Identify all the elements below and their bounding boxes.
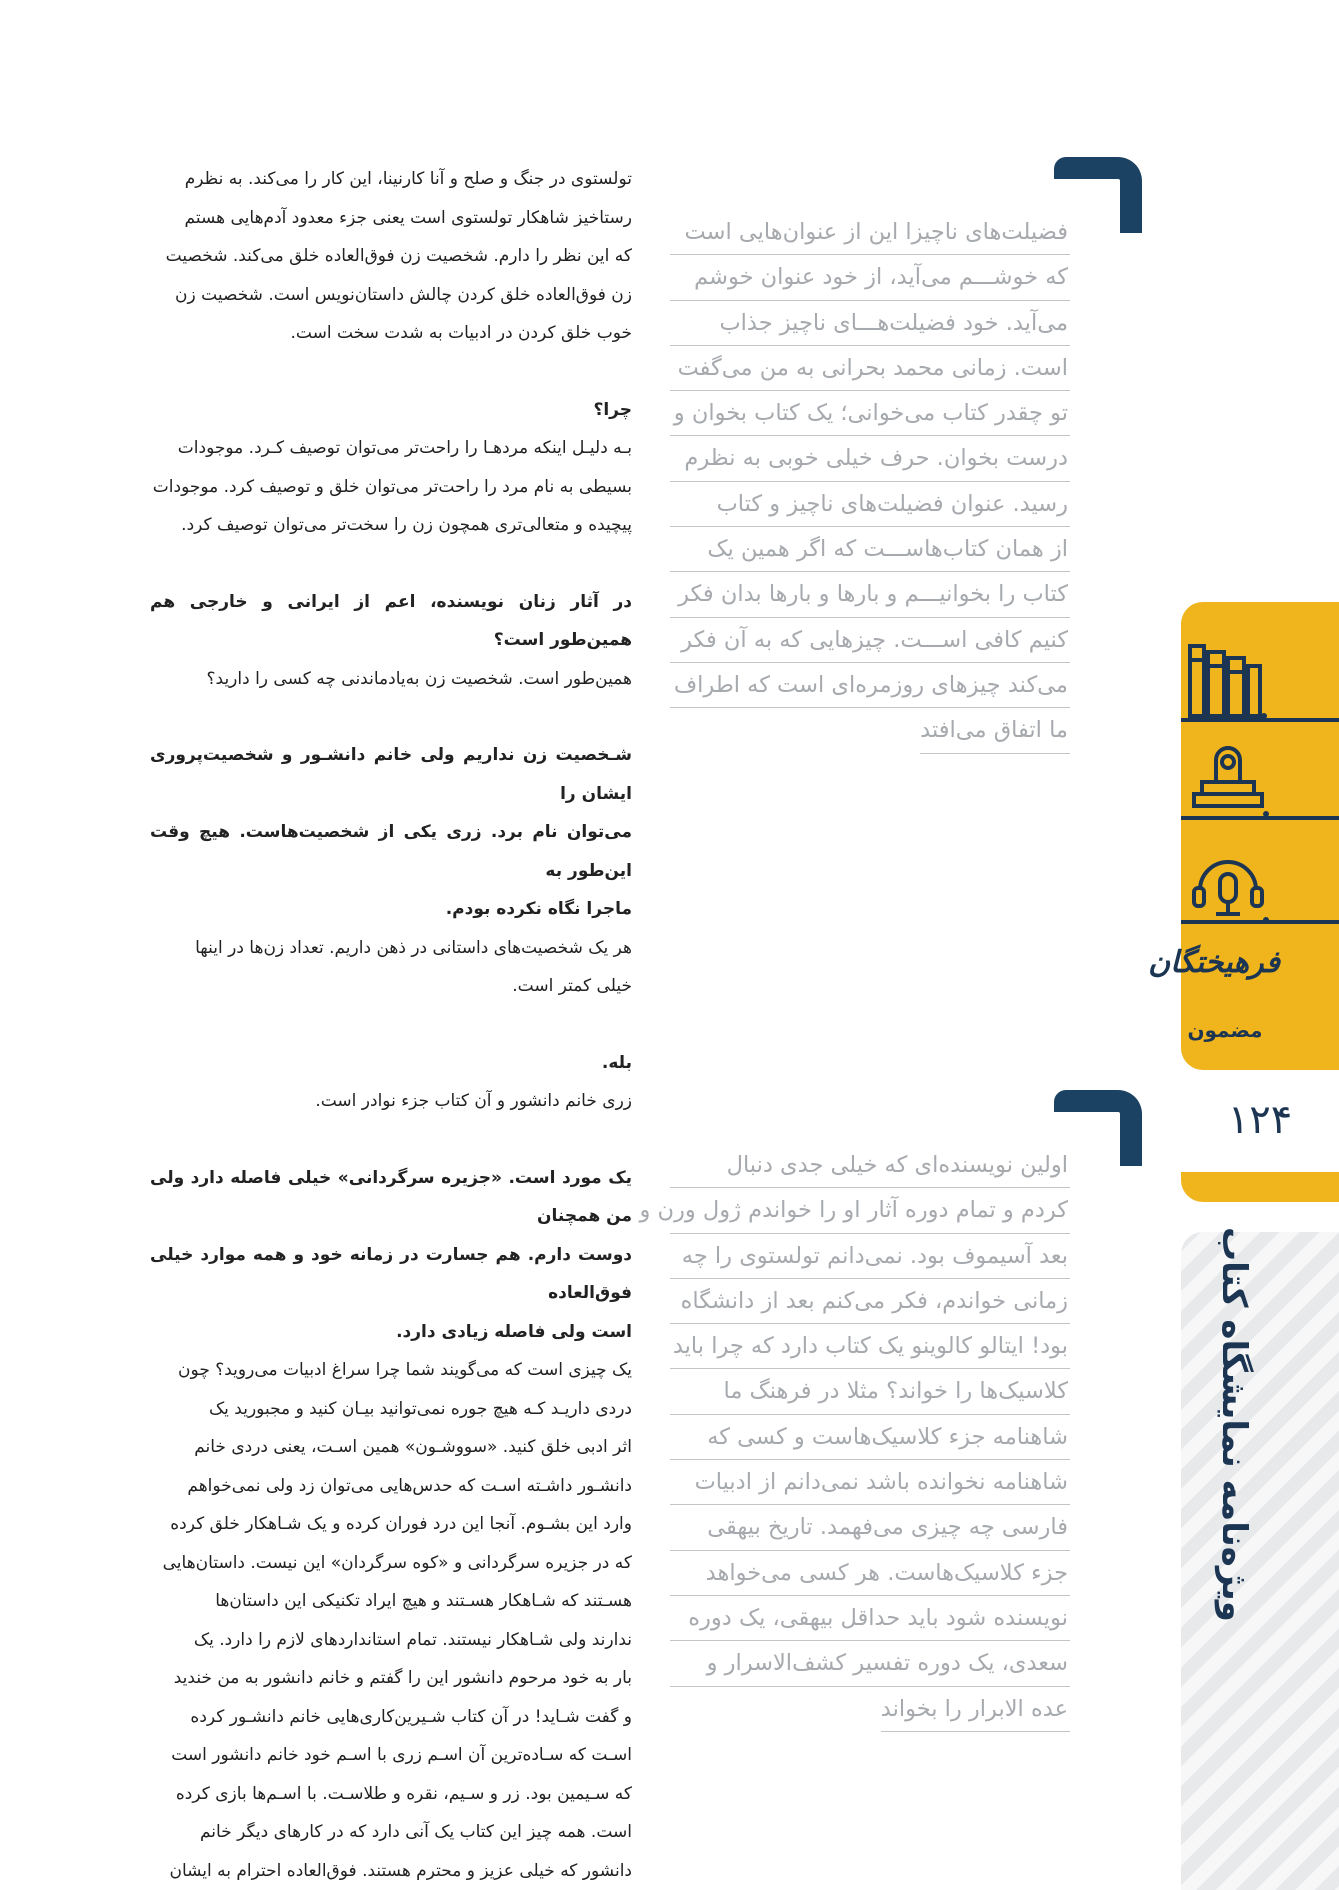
- section-tab-bottom: [1181, 1172, 1339, 1202]
- text-line: ندارند ولی شـاهکار نیستند. تمام استانداردهای لازم را دارد. یک: [193, 1629, 632, 1650]
- section-label: مضمون: [1187, 1018, 1263, 1042]
- question-heading: یک مورد است. «جزیره سرگردانی» خیلی فاصله دارد ولی من همچنان: [150, 1167, 632, 1226]
- quote-line: بعد آسیموف بود. نمی‌دانم تولستوی را چه: [670, 1234, 1070, 1279]
- quote-line: تو چقدر کتاب می‌خوانی؛ یک کتاب بخوان و: [670, 391, 1070, 436]
- text-line: که این نظر را دارم. شخصیت زن فوق‌العاده خلق می‌کند. شخصیت: [165, 246, 632, 266]
- quote-line: عده الابرار را بخواند: [881, 1687, 1070, 1732]
- quote-line: از همان کتاب‌هاســـت که اگر همین یک: [670, 527, 1070, 572]
- quote-bracket-icon: [1076, 1090, 1142, 1166]
- quote-line: نویسنده شود باید حداقل بیهقی، یک دوره: [670, 1596, 1070, 1641]
- text-line: اسـت که سـاده‌ترین آن اسـم زری با اسـم خود خانم دانشور است: [171, 1745, 632, 1765]
- question-heading: در آثار زنان نویسنده، اعم از ایرانی و خارجی هم همین‌طور است؟: [150, 591, 632, 650]
- books-icon: [1186, 636, 1278, 720]
- quote-line: کلاسیک‌ها را خواند؟ مثلا در فرهنگ ما: [670, 1369, 1070, 1414]
- text-line: خوب خلق کردن در ادبیات به شدت سخت است.: [290, 323, 632, 343]
- quote-line: فضیلت‌های ناچیزا این از عنوان‌هایی است: [670, 210, 1070, 255]
- publication-logo: فرهیختگان: [1148, 945, 1280, 980]
- text-line: بـه دلیـل اینکه مردهـا را راحت‌تر می‌توان توصیف کـرد. موجودات: [177, 438, 632, 458]
- text-line: هر یک شخصیت‌های داستانی در ذهن داریم. تعداد زن‌ها در اینها: [195, 937, 632, 958]
- text-line: که در جزیره سرگردانی و «کوه سرگردان» این نیست. داستان‌هایی: [162, 1552, 632, 1573]
- question-heading: می‌توان نام برد. زری یکی از شخصیت‌هاست. هیچ وقت این‌طور به: [150, 822, 632, 881]
- quote-line: اولین نویسنده‌ای که خیلی جدی دنبال: [670, 1143, 1070, 1188]
- quote-line: درست بخوان. حرف خیلی خوبی به نظرم: [670, 436, 1070, 481]
- qa-block-3: [150, 736, 632, 1006]
- quote-line: کنیم کافی اســـت. چیزهایی که به آن فکر: [670, 618, 1070, 663]
- article-column: [150, 160, 632, 1890]
- vertical-issue-title: ویژه‌نامه نمایشگاه کتاب: [1214, 1227, 1254, 1622]
- text-line: همین‌طور است. شخصیت زن به‌یادماندنی چه کسی را دارید؟: [206, 668, 632, 689]
- quote-line: ما اتفاق می‌افتد: [920, 708, 1070, 753]
- quote-line: زمانی خواندم، فکر می‌کنم بعد از دانشگاه: [670, 1279, 1070, 1324]
- text-line: و گفت شـاید! در آن کتاب شـیرین‌کاری‌هایی خانم دانشـور کرده: [190, 1706, 632, 1727]
- quote-line: فارسی چه چیزی می‌فهمد. تاریخ بیهقی: [670, 1505, 1070, 1550]
- text-line: پیچیده و متعالی‌تری همچون زن را سخت‌تر می‌توان توصیف کرد.: [181, 515, 632, 535]
- quote-line: شاهنامه جزء کلاسیک‌هاست و کسی که: [670, 1415, 1070, 1460]
- text-line: است. همه چیز این کتاب یک آنی دارد که در کارهای دیگر خانم: [199, 1822, 632, 1842]
- qa-block-1: [150, 391, 632, 545]
- quote-line: که خوشـــم می‌آید، از خود عنوان خوشم: [670, 255, 1070, 300]
- text-line: تولستوی در جنگ و صلح و آنا کارنینا، این کار را می‌کند. به نظرم: [184, 169, 632, 189]
- pull-quote-2: [639, 1143, 1070, 1732]
- text-line: دانشـور داشـته اسـت که حدس‌هایی می‌توان زد ولی نمی‌خواهم: [187, 1475, 632, 1496]
- lamp-desk-icon: [1186, 742, 1278, 818]
- quote-line: کردم و تمام دوره آثار او را خواندم ژول ورن و: [670, 1188, 1070, 1233]
- quote-line: سعدی، یک دوره تفسیر کشف‌الاسرار و: [670, 1641, 1070, 1686]
- pull-quote-1: [670, 210, 1070, 754]
- text-line: وارد این بشـوم. آنجا این درد فوران کرده و یک شـاهکار خلق کرده: [170, 1514, 632, 1534]
- page-number: ۱۲۴: [1227, 1097, 1293, 1143]
- text-line: بسیطی به نام مرد را راحت‌تر می‌توان خلق و توصیف کرد. موجودات: [152, 476, 632, 497]
- text-line: اثر ادبی خلق کنید. «سووشـون» همین اسـت، یعنی دردی خانم: [194, 1437, 632, 1457]
- question-heading: بله.: [601, 1052, 632, 1073]
- qa-block-4: [150, 1044, 632, 1121]
- text-line: دردی داریـد کـه هیچ جوره نمی‌توانید بیـان کنید و مجبورید یک: [208, 1398, 632, 1419]
- quote-line: رسید. عنوان فضیلت‌های ناچیز و کتاب: [670, 482, 1070, 527]
- microphone-icon: [1186, 860, 1278, 924]
- text-line: یک چیزی است که می‌گویند شما چرا سراغ ادبیات می‌روید؟ چون: [178, 1360, 632, 1380]
- question-heading: شـخصیت زن نداریم ولی خانم دانشـور و شخصیت‌پروری ایشان را: [150, 745, 632, 804]
- text-line: خیلی کمتر است.: [512, 976, 632, 996]
- text-line: بار به خود مرحوم دانشور این را گفتم و خانم دانشور به من خندید: [173, 1668, 632, 1688]
- text-line: رستاخیز شاهکار تولستوی است یعنی جزء معدود آدم‌هایی هستم: [184, 207, 632, 228]
- text-line: زری خانم دانشور و آن کتاب جزء نوادر است.: [315, 1091, 632, 1111]
- question-heading: چرا؟: [593, 399, 632, 420]
- quote-line: می‌آید. خود فضیلت‌هـــای ناچیز جذاب: [670, 301, 1070, 346]
- quote-line: است. زمانی محمد بحرانی به من می‌گفت: [670, 346, 1070, 391]
- question-heading: است ولی فاصله زیادی دارد.: [396, 1321, 632, 1342]
- quote-line: جزء کلاسیک‌هاست. هر کسی می‌خواهد: [670, 1551, 1070, 1596]
- text-line: که سـیمین بود. زر و سـیم، نقره و طلاسـت. با اسـم‌ها بازی کرده: [175, 1783, 632, 1804]
- side-panel: [1181, 1227, 1339, 1890]
- qa-block-2: [150, 583, 632, 699]
- qa-block-5: [150, 1159, 632, 1890]
- intro-paragraph: [150, 160, 632, 353]
- text-line: زن فوق‌العاده خلق کردن چالش داستان‌نویس است. شخصیت زن: [175, 284, 632, 305]
- quote-line: می‌کند چیزهای روزمره‌ای است که اطراف: [670, 663, 1070, 708]
- quote-line: بود! ایتالو کالوینو یک کتاب دارد که چرا باید: [670, 1324, 1070, 1369]
- quote-bracket-icon: [1076, 157, 1142, 233]
- quote-line: کتاب را بخوانیـــم و بارها و بارها بدان فکر: [670, 572, 1070, 617]
- quote-line: شاهنامه نخوانده باشد نمی‌دانم از ادبیات: [670, 1460, 1070, 1505]
- question-heading: ماجرا نگاه نکرده بودم.: [445, 899, 632, 919]
- question-heading: دوست دارم. هم جسارت در زمانه خود و همه موارد خیلی فوق‌العاده: [150, 1244, 632, 1303]
- text-line: هسـتند که شـاهکار هسـتند و هیچ ایراد تکنیکی این داستان‌ها: [215, 1591, 632, 1611]
- text-line: دانشور که خیلی عزیز و محترم هستند. فوق‌العاده احترام به ایشان: [169, 1860, 632, 1881]
